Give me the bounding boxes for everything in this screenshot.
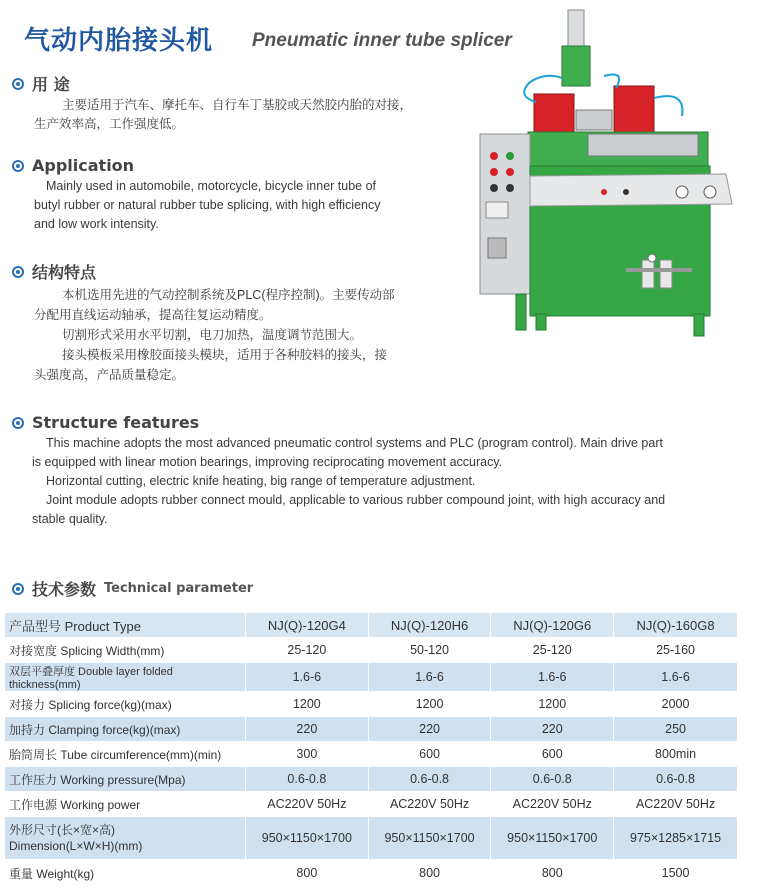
- table-header-cell: NJ(Q)-120G6: [491, 613, 614, 638]
- table-cell: 50-120: [368, 638, 491, 663]
- table-cell: 1200: [491, 692, 614, 717]
- usage-heading-text: 用 途: [32, 75, 70, 94]
- structure-en-line: stable quality.: [32, 512, 108, 526]
- tech-heading-cn: 技术参数: [32, 580, 97, 599]
- table-cell: 600: [491, 742, 614, 767]
- structure-cn-line: 分配用直线运动轴承，提高往复运动精度。: [34, 308, 272, 322]
- table-row: [5, 742, 738, 767]
- table-cell: AC220V 50Hz: [246, 792, 369, 817]
- structure-en-text: [32, 434, 748, 529]
- structure-en-heading-text: Structure features: [32, 413, 200, 432]
- table-cell: 975×1285×1715: [614, 817, 738, 860]
- usage-text: [34, 96, 462, 134]
- table-cell: 1.6-6: [614, 663, 738, 692]
- structure-cn-heading-text: 结构特点: [32, 263, 97, 282]
- tech-heading-en: Technical parameter: [104, 581, 254, 596]
- structure-cn-line: 本机选用先进的气动控制系统及PLC(程序控制)。主要传动部: [62, 288, 395, 302]
- table-row: [5, 638, 738, 663]
- table-cell: 工作电源 Working power: [5, 792, 246, 817]
- parameter-table: [4, 612, 738, 887]
- table-cell: 0.6-0.8: [491, 767, 614, 792]
- structure-cn-line: 头强度高，产品质量稳定。: [34, 368, 185, 382]
- table-header-cell: NJ(Q)-120G4: [246, 613, 369, 638]
- usage-line: 生产效率高，工作强度低。: [34, 117, 185, 131]
- table-header-cell: NJ(Q)-160G8: [614, 613, 738, 638]
- table-cell: AC220V 50Hz: [491, 792, 614, 817]
- structure-cn-line: 切割形式采用水平切割，电刀加热，温度调节范围大。: [62, 328, 363, 342]
- dimension-label-cn: 外形尺寸(长×宽×高): [9, 823, 116, 837]
- bullet-icon: [12, 266, 24, 278]
- table-cell: 对接宽度 Splicing Width(mm): [5, 638, 246, 663]
- table-cell: 220: [368, 717, 491, 742]
- structure-en-line: This machine adopts the most advanced pneumatic control systems and PLC (program control). Main drive part: [46, 436, 663, 450]
- table-header-cell: NJ(Q)-120H6: [368, 613, 491, 638]
- table-header-cell: 产品型号 Product Type: [5, 613, 246, 638]
- table-cell: AC220V 50Hz: [368, 792, 491, 817]
- table-cell: 600: [368, 742, 491, 767]
- structure-en-line: Joint module adopts rubber connect mould, applicable to various rubber compound joint, with high accuracy and: [46, 493, 666, 507]
- table-cell: 0.6-0.8: [368, 767, 491, 792]
- table-cell: 重量 Weight(kg): [5, 860, 246, 887]
- application-line: Mainly used in automobile, motorcycle, bicycle inner tube of: [46, 179, 377, 193]
- table-cell: 工作压力 Working pressure(Mpa): [5, 767, 246, 792]
- table-row-dimension: [5, 817, 738, 860]
- usage-heading: [12, 72, 70, 95]
- application-heading-text: Application: [32, 156, 135, 175]
- bullet-icon: [12, 160, 24, 172]
- table-cell: 25-160: [614, 638, 738, 663]
- table-cell: 1.6-6: [491, 663, 614, 692]
- table-cell: 300: [246, 742, 369, 767]
- bullet-icon: [12, 417, 24, 429]
- table-cell: 2000: [614, 692, 738, 717]
- table-cell: 双层平叠厚度 Double layer folded thickness(mm): [5, 663, 246, 692]
- table-row: [5, 663, 738, 692]
- table-cell: 800: [368, 860, 491, 887]
- table-row: [5, 792, 738, 817]
- structure-en-line: Horizontal cutting, electric knife heating, big range of temperature adjustment.: [46, 474, 476, 488]
- table-cell: 220: [246, 717, 369, 742]
- table-cell: 220: [491, 717, 614, 742]
- table-cell: 800: [491, 860, 614, 887]
- structure-en-line: is equipped with linear motion bearings, improving reciprocating movement accuracy.: [32, 455, 503, 469]
- table-cell: 0.6-0.8: [614, 767, 738, 792]
- table-cell: 950×1150×1700: [246, 817, 369, 860]
- table-row: [5, 692, 738, 717]
- table-cell: 1200: [368, 692, 491, 717]
- structure-cn-line: 接头模板采用橡胶面接头模块，适用于各种胶料的接头，接: [62, 348, 388, 362]
- structure-cn-text: [34, 285, 454, 385]
- table-row: [5, 717, 738, 742]
- table-cell: 800: [246, 860, 369, 887]
- table-header-row: [5, 613, 738, 638]
- structure-en-heading: [12, 413, 199, 432]
- table-cell: 950×1150×1700: [368, 817, 491, 860]
- table-cell: AC220V 50Hz: [614, 792, 738, 817]
- table-cell: 25-120: [491, 638, 614, 663]
- table-row: [5, 767, 738, 792]
- bullet-icon: [12, 78, 24, 90]
- title-cn: 气动内胎接头机: [24, 26, 214, 56]
- application-line: and low work intensity.: [34, 217, 159, 231]
- table-row-weight: [5, 860, 738, 887]
- table-cell: 对接力 Splicing force(kg)(max): [5, 692, 246, 717]
- application-text: [34, 177, 454, 234]
- table-cell: 25-120: [246, 638, 369, 663]
- table-cell: 800min: [614, 742, 738, 767]
- usage-line: 主要适用于汽车、摩托车、自行车丁基胶或天然胶内胎的对接，: [62, 98, 413, 112]
- table-cell: 1.6-6: [368, 663, 491, 692]
- tech-heading: [12, 577, 253, 600]
- title-en: Pneumatic inner tube splicer: [252, 30, 512, 51]
- table-cell: 250: [614, 717, 738, 742]
- table-cell: 1200: [246, 692, 369, 717]
- table-cell: 加持力 Clamping force(kg)(max): [5, 717, 246, 742]
- table-cell: 1500: [614, 860, 738, 887]
- dimension-label-en: Dimension(L×W×H)(mm): [9, 839, 143, 853]
- table-cell: 950×1150×1700: [491, 817, 614, 860]
- application-heading: [12, 156, 134, 175]
- table-cell: [5, 817, 246, 860]
- table-cell: 胎筒周长 Tube circumference(mm)(min): [5, 742, 246, 767]
- table-cell: 1.6-6: [246, 663, 369, 692]
- structure-cn-heading: [12, 260, 96, 283]
- bullet-icon: [12, 583, 24, 595]
- machine-illustration: [476, 6, 738, 346]
- application-line: butyl rubber or natural rubber tube splicing, with high efficiency: [34, 198, 381, 212]
- table-cell: 0.6-0.8: [246, 767, 369, 792]
